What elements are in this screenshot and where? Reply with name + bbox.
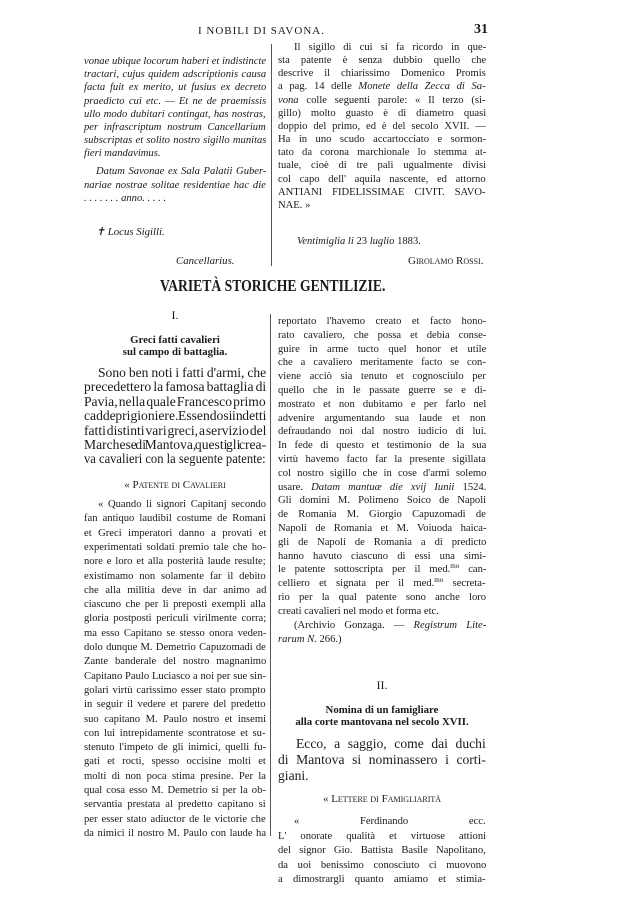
text-line: [84, 799, 266, 811]
text-line: [296, 736, 486, 751]
text-run: che a cavaliero meritamente facto se con-: [278, 357, 486, 369]
text-line: [84, 685, 266, 697]
italic-run: facta fuit ex merito, ut fusius ex decreto: [84, 82, 267, 94]
text-run: L' onorate qualità et virtuose attioni: [278, 830, 487, 842]
text-run: cadde prigioniere. Essendosi in detti: [84, 408, 267, 424]
text-line: [84, 122, 266, 134]
text-line: [84, 613, 266, 625]
text-line: [84, 642, 266, 654]
text-run: 266.): [316, 633, 342, 645]
text-line: [84, 394, 266, 409]
text-line: [278, 413, 486, 425]
text-line: [84, 437, 266, 452]
text-line: [278, 426, 486, 438]
italic-run: rarum N.: [278, 633, 317, 645]
text-run: da uoi benissimo conosciuto ci muovono: [278, 859, 487, 871]
text-run: giani.: [278, 768, 309, 783]
text-line: [84, 528, 266, 540]
section-2-numeral: II.: [376, 678, 388, 692]
text-run: nore e loro et alla posterità laude resulte;: [84, 556, 266, 568]
text-line: [278, 316, 486, 328]
text-line: [84, 423, 266, 438]
text-run: da nimici il nostro M. Paulo con laude ha: [84, 827, 267, 839]
text-run: gillo) molto guasto è di diametro quasi: [278, 107, 487, 119]
text-run: gati et rocti, spesso occisine molti et: [84, 756, 266, 768]
text-run: fatti distinti vari greci, a servizio del: [84, 422, 267, 438]
text-line: [278, 174, 486, 186]
text-run: virtù havemo facto far la presente sigillata: [278, 454, 486, 465]
italic-run: subscriptas et solito nostro sigillo munitas: [84, 135, 267, 147]
text-line: [84, 814, 266, 826]
text-line: [84, 828, 266, 840]
text-line: [84, 193, 166, 205]
text-line: [84, 556, 266, 568]
text-line: [294, 42, 486, 54]
text-run: 1524.: [454, 481, 487, 493]
running-title: I NOBILI DI SAVONA.: [198, 25, 325, 37]
text-line: [294, 816, 486, 828]
text-line: [84, 451, 266, 466]
text-line: [278, 537, 486, 549]
text-line: [84, 714, 266, 726]
text-line: [84, 408, 266, 423]
text-run: usare.: [278, 481, 312, 493]
text-line: [84, 542, 266, 554]
text-run: Sono ben noti i fatti d'armi, che: [98, 365, 267, 380]
italic-run: fieri mandavimus.: [84, 148, 161, 160]
text-line: [84, 699, 266, 711]
text-run: suo capitano M. Paulo nostro et insemi: [84, 713, 267, 725]
text-line: [278, 874, 486, 886]
text-run: di Mantova si nominassero i corti-: [278, 752, 486, 767]
text-run: In fede di questo et testimonio de la sua: [278, 440, 487, 452]
italic-run: Ventimiglia li: [297, 236, 354, 247]
text-run: fan antiquo laudibil costume de Romani: [84, 513, 266, 525]
text-line: [98, 499, 266, 511]
text-run: in seguir il vedere et parere del predetto: [84, 699, 266, 711]
text-line: [278, 81, 486, 93]
text-run: del signor Gio. Battista Basile Napolitano,: [278, 845, 486, 856]
text-run: 1883.: [394, 236, 421, 247]
italic-run: luglio: [369, 236, 395, 247]
text-run: Pavia, nella quale Francesco primo: [84, 393, 266, 409]
text-run: existimamo non solamente far il debito: [84, 570, 266, 582]
author-signature: Girolamo Rossi.: [408, 255, 484, 267]
italic-run: vonae ubique locorum haberi et indistincte: [84, 56, 267, 67]
text-line: [84, 96, 266, 108]
section-title: VARIETÀ STORICHE GENTILIZIE.: [160, 276, 386, 295]
text-line: [278, 509, 486, 521]
text-run: con lui intrepidamente scontratose et su-: [84, 727, 266, 739]
column-divider-top: [271, 44, 272, 266]
text-run: rio per la qual patente sono anche loro: [278, 592, 487, 603]
italic-run: . . . . . . . anno. . . . .: [84, 193, 167, 204]
text-line: [84, 513, 266, 525]
text-line: [278, 768, 309, 783]
text-run: (Archivio Gonzaga. —: [294, 620, 414, 631]
text-line: [278, 454, 486, 466]
text-line: [84, 571, 266, 583]
section-2-heading-line-1: Nomina di un famigliare: [325, 704, 439, 716]
text-line: [278, 95, 486, 107]
text-line: [278, 523, 486, 535]
text-line: [278, 440, 486, 452]
italic-run: Registrum Lite-: [413, 620, 487, 631]
text-run: secreta-: [443, 578, 486, 590]
text-run: ANTIANI FIDELISSIMAE CIVIT. SAVO-: [278, 186, 486, 198]
text-line: [278, 134, 486, 146]
text-line: [84, 109, 266, 121]
text-run: Capitano Paulo Luciasco a noi per sue sin-: [84, 670, 266, 682]
text-line: [84, 69, 266, 81]
text-line: [278, 55, 486, 67]
text-run: gloria postposti periculi virilmente corra;: [84, 613, 267, 625]
text-run: celliero et signata per il med.: [278, 578, 435, 590]
text-line: [84, 180, 266, 192]
text-line: [278, 187, 486, 199]
text-line: [278, 495, 486, 507]
text-line: [84, 756, 266, 768]
text-run: reportato l'havemo creato et facto hono-: [278, 316, 487, 327]
text-run: guire in arme tucto quel honor et utile: [278, 343, 487, 355]
text-line: [84, 742, 266, 754]
text-line: [278, 860, 486, 872]
text-run: per esser stato adiuctor de le victorie che: [84, 813, 266, 825]
text-line: [84, 135, 266, 147]
text-line: [278, 752, 486, 767]
text-run: can-: [459, 564, 487, 576]
text-line: [278, 330, 486, 342]
text-run: gli de Napoli de Romania a di predicto: [278, 536, 487, 548]
text-run: 23: [353, 236, 370, 247]
text-run: quello che in le passate guerre se e di-: [278, 385, 487, 396]
text-run: defraudando noi dal nostro iudicio di lui.: [278, 426, 487, 438]
text-line: [84, 656, 266, 668]
italic-run: Datum Savonae ex Sala Palatii Guber-: [96, 166, 267, 177]
text-run: colle seguenti parole: « Il terzo (si-: [298, 94, 486, 106]
text-run: rato cavaliero, che possa et debia conse-: [278, 329, 487, 341]
text-run: de Romania M. Giorgio Capuzomadi de: [278, 509, 486, 521]
text-run: qual cosa esso M. Demetrio si per la ob-: [84, 785, 266, 796]
text-line: [84, 585, 266, 597]
text-line: [84, 628, 266, 640]
text-run: a dimostrargli quanto amiamo et stimia-: [278, 874, 486, 885]
text-line: [278, 147, 486, 159]
text-line: [96, 166, 266, 178]
section-1-heading-line-2: sul campo di battaglia.: [122, 346, 228, 358]
text-run: Ha in uno scudo accartocciato e sormon-: [278, 134, 486, 146]
text-line: [84, 599, 266, 611]
text-line: [278, 200, 310, 212]
italic-run: Monete della Zecca di Sa-: [358, 81, 486, 93]
text-run: golari virtù carissimo esser stato prompto: [84, 684, 266, 696]
text-run: advenire argumentando sua laude et non: [278, 412, 486, 424]
text-line: [84, 82, 266, 94]
text-run: ciascuno che per li preposti exempli alla: [84, 599, 266, 611]
text-line: [278, 121, 486, 133]
section-1-document-title: « Patente di Cavalieri: [124, 479, 226, 491]
text-line: [84, 728, 266, 740]
text-line: [278, 606, 439, 618]
column-divider-bottom: [270, 314, 271, 836]
italic-run: Datam mantuæ die xvij Iunii: [311, 481, 455, 493]
text-run: doppio del primo, ed è del secolo XVII. —: [278, 120, 486, 132]
text-run: col capo dell' aquila nascente, ed attorno: [278, 173, 486, 185]
text-run: Gli domini M. Polimeno Soico de Napoli: [278, 495, 487, 507]
text-line: [278, 108, 486, 120]
text-run: mostrato et non dubitamo e per farlo nel: [278, 398, 487, 410]
locus-sigilli: ✝ Locus Sigilli.: [96, 226, 165, 238]
text-line: [278, 831, 486, 843]
text-line: [278, 68, 486, 80]
text-line: [278, 551, 486, 563]
text-run: Napoli de Romania et M. Voiuoda haica-: [278, 523, 487, 534]
text-run: Il sigillo di cui si fa ricordo in que-: [294, 42, 487, 53]
superscript: mo: [450, 562, 460, 571]
text-run: dolo dunque M. Demetrio Capuzomadi de: [84, 642, 266, 653]
text-line: [84, 379, 266, 394]
text-line: [278, 399, 486, 411]
text-run: hanno havuto ciascuno di essi una simi-: [278, 550, 486, 562]
italic-run: tractari, cujus quidem adscriptionis causa: [84, 69, 267, 81]
text-run: NAE. »: [278, 199, 311, 211]
italic-run: per infrascriptum nostrum Cancellarium: [84, 122, 266, 133]
text-run: viene acciò sia tenuto et cognosciulo per: [278, 371, 486, 383]
text-line: [278, 845, 486, 857]
text-line: [294, 620, 486, 632]
text-line: [278, 468, 486, 480]
text-line: [278, 385, 486, 397]
section-2-document-title: « Lettere di Famigliarità: [322, 793, 442, 805]
text-run: descrive il chiarissimo Domenico Promis: [278, 68, 486, 80]
italic-run: praedicto cui etc. — Et ne de praemissis: [84, 95, 267, 107]
text-run: va cavalieri con la seguente patente:: [84, 451, 266, 467]
text-run: creati cavalieri nel modo et forma etc.: [278, 605, 439, 617]
text-run: molti di non poca stima presine. Per la: [84, 770, 266, 782]
text-run: stenuto l'impeto de gli inimici, quelli fu-: [84, 742, 267, 754]
section-1-numeral: I.: [171, 308, 179, 322]
section-2-heading-line-2: alla corte mantovana nel secolo XVII.: [295, 716, 469, 728]
text-run: col nostro sigillo che in cose d'armi solemo: [278, 467, 487, 479]
cancellarius-signature: Cancellarius.: [176, 255, 235, 267]
text-line: [278, 564, 486, 576]
text-run: « Ferdinando ecc.: [294, 816, 486, 827]
text-line: [278, 344, 486, 356]
page-number: 31: [474, 22, 488, 37]
text-line: [278, 357, 486, 369]
section-1-heading-line-1: Greci fatti cavalieri: [130, 334, 220, 346]
text-line: [84, 785, 266, 797]
text-line: [297, 236, 421, 248]
italic-run: vona: [278, 94, 299, 106]
text-line: [84, 56, 266, 68]
text-run: precedettero la famosa battaglia di: [84, 379, 267, 395]
superscript: mo: [434, 576, 444, 585]
text-line: [84, 771, 266, 783]
text-run: Zante banderale del nostro magnanimo: [84, 656, 267, 668]
text-run: le patente sottoscripta per il med.: [278, 564, 451, 576]
text-run: et Greci imperatori danno a provati et: [84, 527, 267, 539]
text-run: « Quando li signori Capitanj secondo: [98, 499, 267, 510]
italic-run: ullo modo dubitari contingat, has nostras,: [84, 108, 266, 120]
text-line: [278, 371, 486, 383]
text-run: sta patente è senza dubbio quello che: [278, 55, 487, 67]
text-run: che alla militia deve in dar animo ad: [84, 584, 267, 596]
text-run: experimentati soldati premio tale che ho-: [84, 541, 266, 553]
text-run: tato da corona marchionale lo stemma at-: [278, 147, 487, 159]
text-run: Marchese di Mantova, questi gli crea-: [84, 437, 267, 452]
text-line: [84, 671, 266, 683]
text-line: [278, 634, 342, 646]
text-run: ma esso Capitano se stesso onora veden-: [84, 627, 267, 639]
text-line: [278, 160, 486, 172]
text-run: servantia prestata al predetto capitano si: [84, 799, 266, 811]
text-line: [84, 148, 161, 160]
text-line: [98, 365, 266, 380]
text-run: tuale, cioè di tre pali ugualmente divisi: [278, 160, 487, 172]
text-line: [278, 592, 486, 604]
text-run: Ecco, a saggio, come dai duchi: [296, 736, 486, 751]
italic-run: nariae nostrae solitae residentiae hac die: [84, 179, 266, 191]
text-line: [278, 578, 486, 590]
text-run: a pag. 14 delle: [278, 81, 359, 93]
text-line: [278, 482, 486, 494]
